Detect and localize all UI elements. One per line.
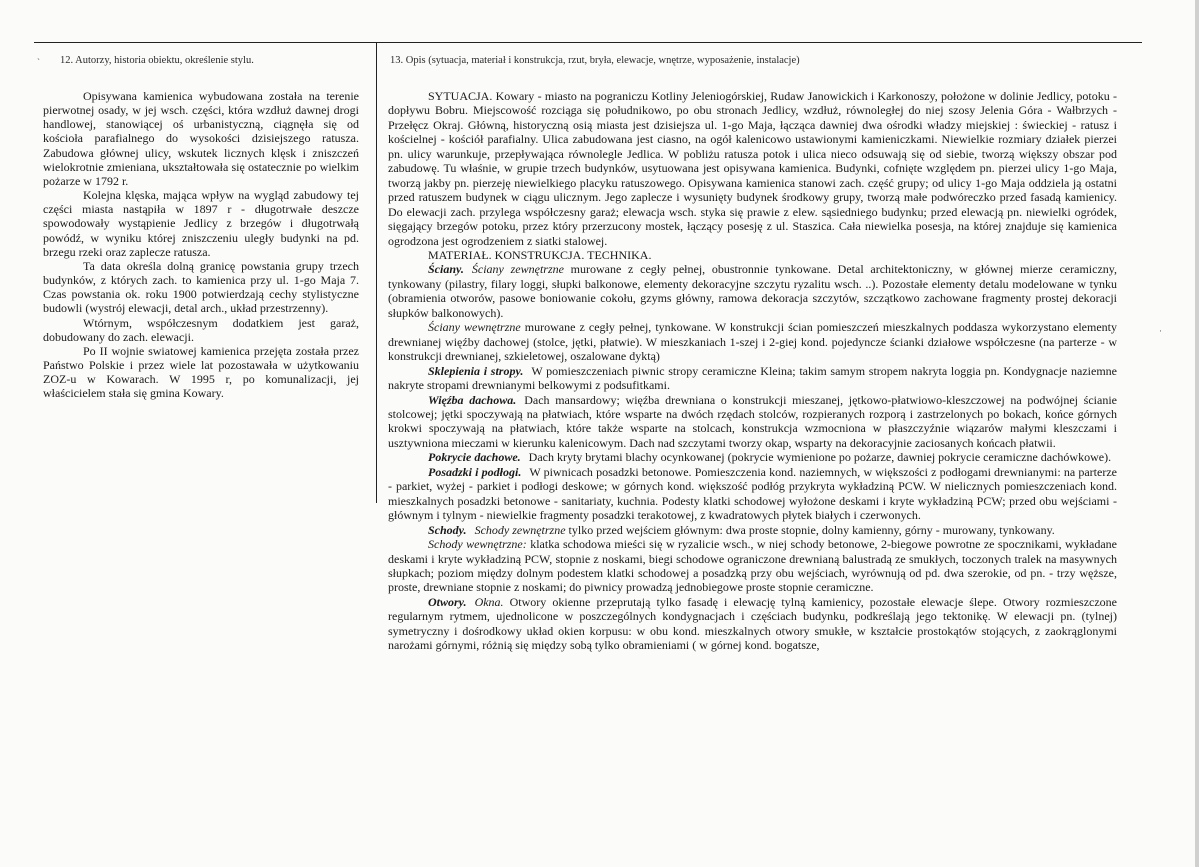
vaults-text: W pomieszczeniach piwnic stropy ceramiczne Kleina; takim samym stropem nakryta loggia pn. Kondygnacje naziemne nakryte stropami drewnianymi belkowymi z podsufitkami. (388, 363, 1118, 393)
edge-mark: · (1159, 326, 1162, 336)
inner-walls-text: murowane z cegły pełnej, tynkowane. W konstrukcji ścian pomieszczeń mieszkalnych poddasza wykorzystano elementy drewnianej więźby dachowej (stolce, jętki, płatwie). W mieszkaniach 1-szej i 2-giej kond. pojedyncze ścianki działowe współczesne (na parterze - w konstrukcji drewnianej, szkieletowej, oszalowane dyktą) (388, 320, 1117, 364)
roof-truss-text: Dach mansardowy; więźba drewniana o konstrukcji mieszanej, jętkowo-płatwiowo-kleszczowej na podwójnej ścianie stolcowej; jętki spoczywają na płatwiach, które wsparte na dwóch rzędach stolców, rozpieranych rozporą i zastrzelonych po bokach, końce górnych krokwi spoczywają na płatwiach, które także wsparte na stolcach, konstrukcja wzmocniona w płaszczyźnie wiązarów małymi kleszczami i usztywniona mieczami w kierunku kalenicowym. Dach nad szczytami tworzy okap, wsparty na dekoracyjnie zaciosanych końcach płatwii. (388, 392, 1117, 450)
column-divider (376, 43, 377, 503)
openings-text: Otwory okienne przeprutają tylko fasadę i elewację tylną kamienicy, pozostałe elewacje ślepe. Otwory rozmieszczone regularnym rytmem, ujednolicone w poszczególnych kondygnacjach i częściach budynku, podkreślają jego tektonikę. W elewacji pn. (tylnej) symetryczny i dośrodkowy układ okien korpusu: w obu kond. mieszkalnych otwory smukłe, w kształcie prostokątów stojących, z zaokrąglonymi narożami górnymi, różnią się między sobą tylko obramieniami ( w górnej kond. bogatsze, (388, 594, 1117, 653)
roofing-heading: Pokrycie dachowe. (428, 450, 521, 465)
margin-tick-mark: ` (37, 57, 40, 67)
roof-truss-heading: Więźba dachowa. (428, 392, 517, 407)
roofing-text: Dach kryty brytami blachy ocynkowanej (pokrycie wymienione po pożarze, dawniej pokrycie ceramiczne dachówkowe). (528, 450, 1112, 465)
openings-heading: Otwory. (428, 594, 467, 609)
history-paragraph-4: Wtórnym, współczesnym dodatkiem jest garaż, dobudowany do zach. elewacji. (43, 315, 359, 344)
inner-stairs-label: Schody wewnętrzne: (428, 537, 527, 552)
inner-stairs-paragraph (388, 537, 1117, 595)
floors-text: W piwnicach posadzki betonowe. Pomieszczenia kond. naziemnych, w większości z podłogami drewnianymi: na parterze - parkiet, wyżej - parkiet i podłogi deskowe; w górnych kond. większość podłóg przykryta wykładziną PCW. W nielicznych pomieszczeniach kond. mieszkalnych posadzki betonowe - sanitariaty, kuchnia. Podesty klatki schodowej wyłożone deskami i kryte wykładziną PCW; przed obu wejściami - głównym i tylnym - niewielkie fragmenty posadzki terakotowej, z kwadratowych płytek białych i czerwonych. (388, 464, 1117, 523)
roofing-paragraph (388, 450, 1117, 464)
inner-walls-paragraph (388, 320, 1117, 363)
history-column (43, 89, 359, 400)
history-paragraph-5: Po II wojnie swiatowej kamienica przejęta została przez Państwo Polskie i przez wiele lat pozostawała w użytkowaniu ZOZ-u w Kowarach. W 1995 r, po komunalizacji, jej właścicielem stała się gmina Kowary. (43, 343, 359, 401)
history-paragraph-1: Opisywana kamienica wybudowana została na terenie pierwotnej osady, w jej wsch. części, która wzdłuż dawnej drogi handlowej, stanowiącej oś urbanistyczną, ciągnęła się od kościoła parafialnego do wysokości dzisiejszego ratusza. Zabudowa głównej ulicy, wskutek licznych klęsk i zniszczeń wielokrotnie zmieniana, ukształtowała się ostatecznie po wielkim pożarze w 1792 r. (43, 89, 359, 188)
vaults-heading: Sklepienia i stropy. (428, 363, 524, 378)
walls-paragraph (388, 262, 1117, 320)
walls-heading: Ściany. (428, 262, 464, 277)
history-paragraph-3: Ta data określa dolną granicę powstania grupy trzech budynków, z których zach. to kamienica przy ul. 1-go Maja 7. Czas powstania ok. roku 1900 potwierdzają cechy stylistyczne budowli (wystrój elewacji, detal arch., układ przestrzenny). (43, 258, 359, 316)
outer-stairs-label: Schody zewnętrzne (474, 522, 566, 537)
outer-walls-label: Ściany zewnętrzne (471, 262, 564, 277)
outer-stairs-text: tylko przed wejściem głównym: dwa proste stopnie, dolny kamienny, górny - murowany, tynkowany. (565, 522, 1055, 537)
top-rule (34, 42, 1142, 43)
history-paragraph-2: Kolejna klęska, mająca wpływ na wygląd zabudowy tej części miasta nastąpiła w 1897 r - długotrwałe deszcze spowodowały wystąpienie Jedlicy z brzegów i długotrwałą powódź, w wyniku której zniszczeniu uległy budynki na pd. brzegu rzeki oraz zaplecze ratusza. (43, 188, 359, 259)
right-column-header: 13. Opis (sytuacja, materiał i konstrukcja, rzut, bryła, elewacje, wnętrze, wyposażenie, instalacje) (390, 55, 800, 66)
openings-paragraph (388, 595, 1117, 653)
windows-label: Okna. (474, 594, 504, 609)
inner-walls-label: Ściany wewnętrzne (428, 320, 521, 335)
inner-stairs-text: klatka schodowa mieści się w ryzalicie wsch., w niej schody betonowe, 2-biegowe powrotne ze spocznikami, wykładane deskami i kryte wykładziną PCW, stopnie z noskami, biegi schodowe ograniczone drewnianą balustradą ze smukłych, toczonych tralek na masywnych słupkach; poziom między dolnym podestem klatki schodowej a posadzką przy obu wejściach, wyrównują od pd. dwa szerokie, od pn. - trzy węższe, proste, drewniane stopnie z noskami; do piwnicy prowadzą jednobiegowe proste stopnie ceramiczne. (388, 537, 1118, 595)
vaults-paragraph (388, 364, 1117, 393)
stairs-paragraph (388, 523, 1117, 537)
description-column (388, 89, 1117, 653)
outer-walls-text: murowane z cegły pełnej, obustronnie tynkowane. Detal architektoniczny, w głównej mierze ceramiczny, tynkowany (pilastry, filary loggi, słupki balkonowe, elementy dekoracyjne szczytu ryzalitu wsch. ..). Pozostałe elementy detalu modelowane w tynku (obramienia otworów, pasowe boniowanie cokołu, gzyms główny, ramowa dekoracja szczytów, szczątkowo zachowane fragmenty prostej dekoracji słupków balkonowych). (388, 262, 1117, 320)
left-column-header: 12. Autorzy, historia obiektu, określenie stylu. (60, 55, 254, 66)
stairs-heading: Schody. (428, 522, 467, 537)
floors-heading: Posadzki i podłogi. (428, 464, 522, 479)
floors-paragraph (388, 465, 1117, 523)
material-heading: MATERIAŁ. KONSTRUKCJA. TECHNIKA. (428, 247, 652, 262)
roof-truss-paragraph (388, 393, 1117, 451)
situation-paragraph: SYTUACJA. Kowary - miasto na pograniczu Kotliny Jeleniogórskiej, Rudaw Janowickich i Karkonoszy, położone w dolinie Jedlicy, potoku - dopływu Bobru. Miejscowość rozciąga się południkowo, po obu stronach Jedlicy, wzdłuż, równoległej do niej szosy Jelenia Góra - Wałbrzych - Przełęcz Okraj. Główną, historyczną osią miasta jest dzisiejsza ul. 1-go Maja, łącząca dawniej dwa ośrodki władzy miejskiej : świeckiej - ratusz i kościelnej - kościół parafialny. Ulica zabudowana jest ciasno, na ogół kalenicowo ustawionymi kamieniczkami. Niewielkie rozmiary działek pierzei pn. ulicy warunkuje, przepływająca równolegle Jedlica. W pobliżu ratusza potok i ulica nieco odsuwają się od siebie, tworzą większy obszar pod zabudowę. Tu właśnie, w grupie trzech budynków, usytuowana jest opisywana kamienica. Budynki, cofnięte względem pn. pierzei ulicy 1-go Maja, tworzą jakby pn. pierzeję niewielkiego placyku ratuszowego. Opisywana kamienica stanowi zach. część grupy; od ulicy 1-go Maja oddziela ją ostatni przed ratuszem budynek w ciągu ulicznym. Jego zaplecze i wysunięty budynek środkowy grupy, tworzą małe podwóreczko przed fasadą kamienicy. Do elewacji zach. przylega współczesny garaż; elewacja wsch. styka się prawie z elew. sąsiedniego budynku; przed elewacją pn. niewielki ogródek, sięgający brzegów potoku, przez który przerzucony mostek, łączący posesję z ul. Staszica. Cała niewielka posesja, na której znajduje się kamienica ogrodzona jest ogrodzeniem z siatki stalowej. (388, 89, 1117, 248)
